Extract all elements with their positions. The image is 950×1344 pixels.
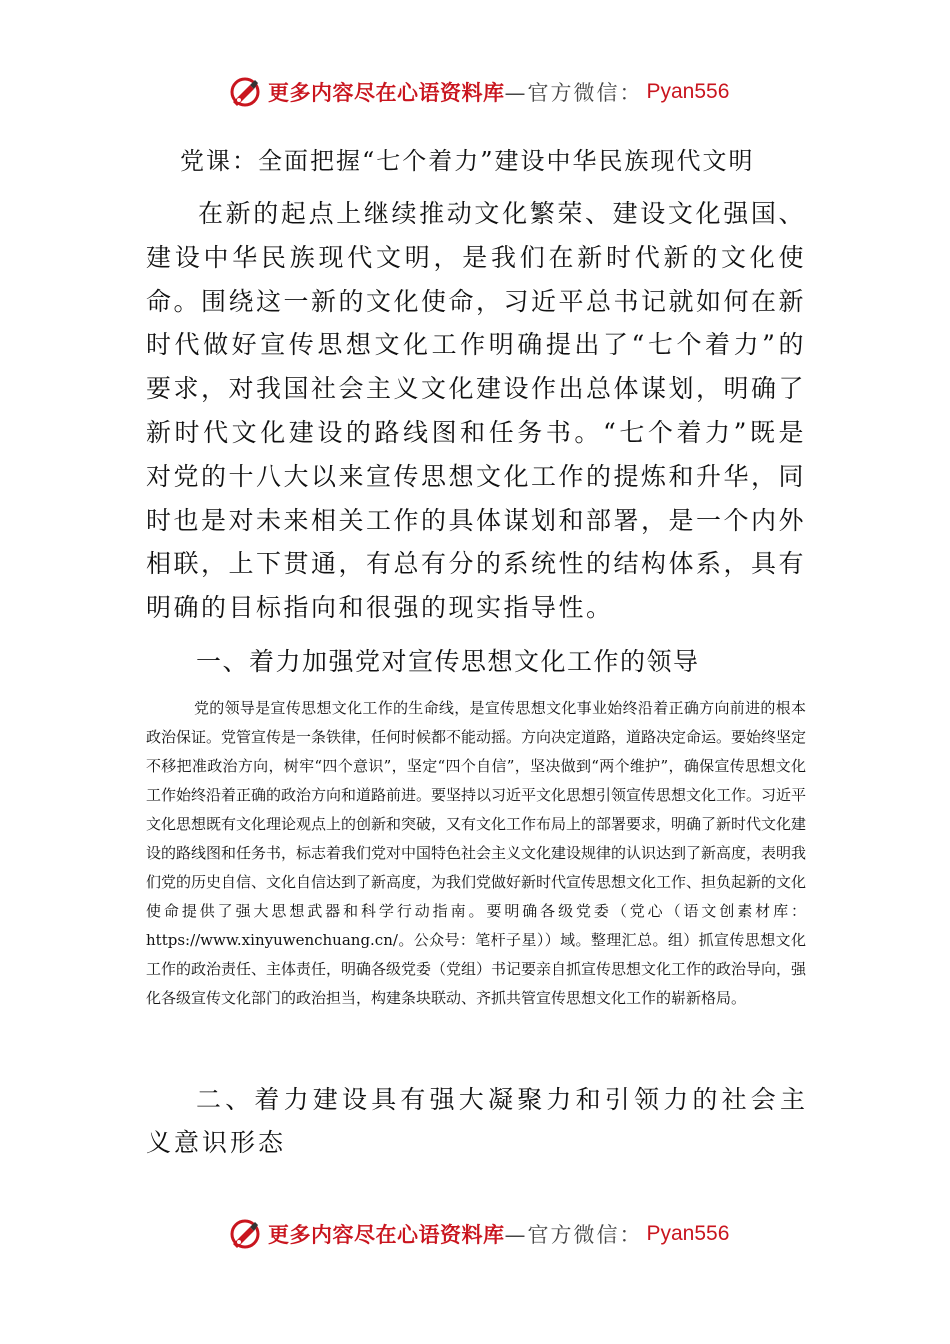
section-heading-1: 一、着力加强党对宣传思想文化工作的领导 [196,647,700,676]
pen-nib-logo-icon [228,1217,262,1251]
intro-paragraph: 在新的起点上继续推动文化繁荣、建设文化强国、建设中华民族现代文明，是我们在新时代新的文化使命。围绕这一新的文化使命，习近平总书记就如何在新时代做好宣传思想文化工作明确提出了“七个着力”的要求，对我国社会主义文化建设作出总体谋划，明确了新时代文化建设的路线图和任务书。“七个着力”既是对党的十八大以来宣传思想文化工作的提炼和升华，同时也是对未来相关工作的具体谋划和部署，是一个内外相联，上下贯通，有总有分的系统性的结构体系，具有明确的目标指向和很强的现实指导性。 [146,199,807,623]
section-heading-2: 二、着力建设具有强大凝聚力和引领力的社会主义意识形态 [146,1085,808,1157]
watermark-account-id: Pyan556 [646,80,730,103]
section-1-paragraph: 党的领导是宣传思想文化工作的生命线，是宣传思想文化事业始终沿着正确方向前进的根本政治保证。党管宣传是一条铁律，任何时候都不能动摇。方向决定道路，道路决定命运。要始终坚定不移把准政治方向，树牢“四个意识”，坚定“四个自信”，坚决做到“两个维护”，确保宣传思想文化工作始终沿着正确的政治方向和道路前进。要坚持以习近平文化思想引领宣传思想文化工作。习近平文化思想既有文化理论观点上的创新和突破，又有文化工作布局上的部署要求，明确了新时代文化建设的路线图和任务书，标志着我们党对中国特色社会主义文化建设规律的认识达到了新高度，表明我们党的历史自信、文化自信达到了新高度，为我们党做好新时代宣传思想文化工作、担负起新的文化使命提供了强大思想武器和科学行动指南。要明确各级党委（党心（语文创素材库：https://www.xinyuwenchuang.cn/。公众号：笔杆子星））域。整理汇总。组）抓宣传思想文化工作的政治责任、主体责任，明确各级党委（党组）书记要亲自抓宣传思想文化工作的政治导向，强化各级宣传文化部门的政治担当，构建条块联动、齐抓共管宣传思想文化工作的崭新格局。 [146,699,807,1007]
watermark-brand: 更多内容尽在心语资料库 [268,1223,505,1247]
watermark-account-id: Pyan556 [646,1222,730,1245]
watermark-brand: 更多内容尽在心语资料库 [268,81,505,105]
watermark-separator: —官方微信： [504,1223,643,1247]
watermark-separator: —官方微信： [504,81,643,105]
document-title: 党课：全面把握“七个着力”建设中华民族现代文明 [180,147,755,175]
header-watermark [228,72,729,112]
pen-nib-logo-icon [228,75,262,109]
footer-watermark [228,1214,729,1254]
